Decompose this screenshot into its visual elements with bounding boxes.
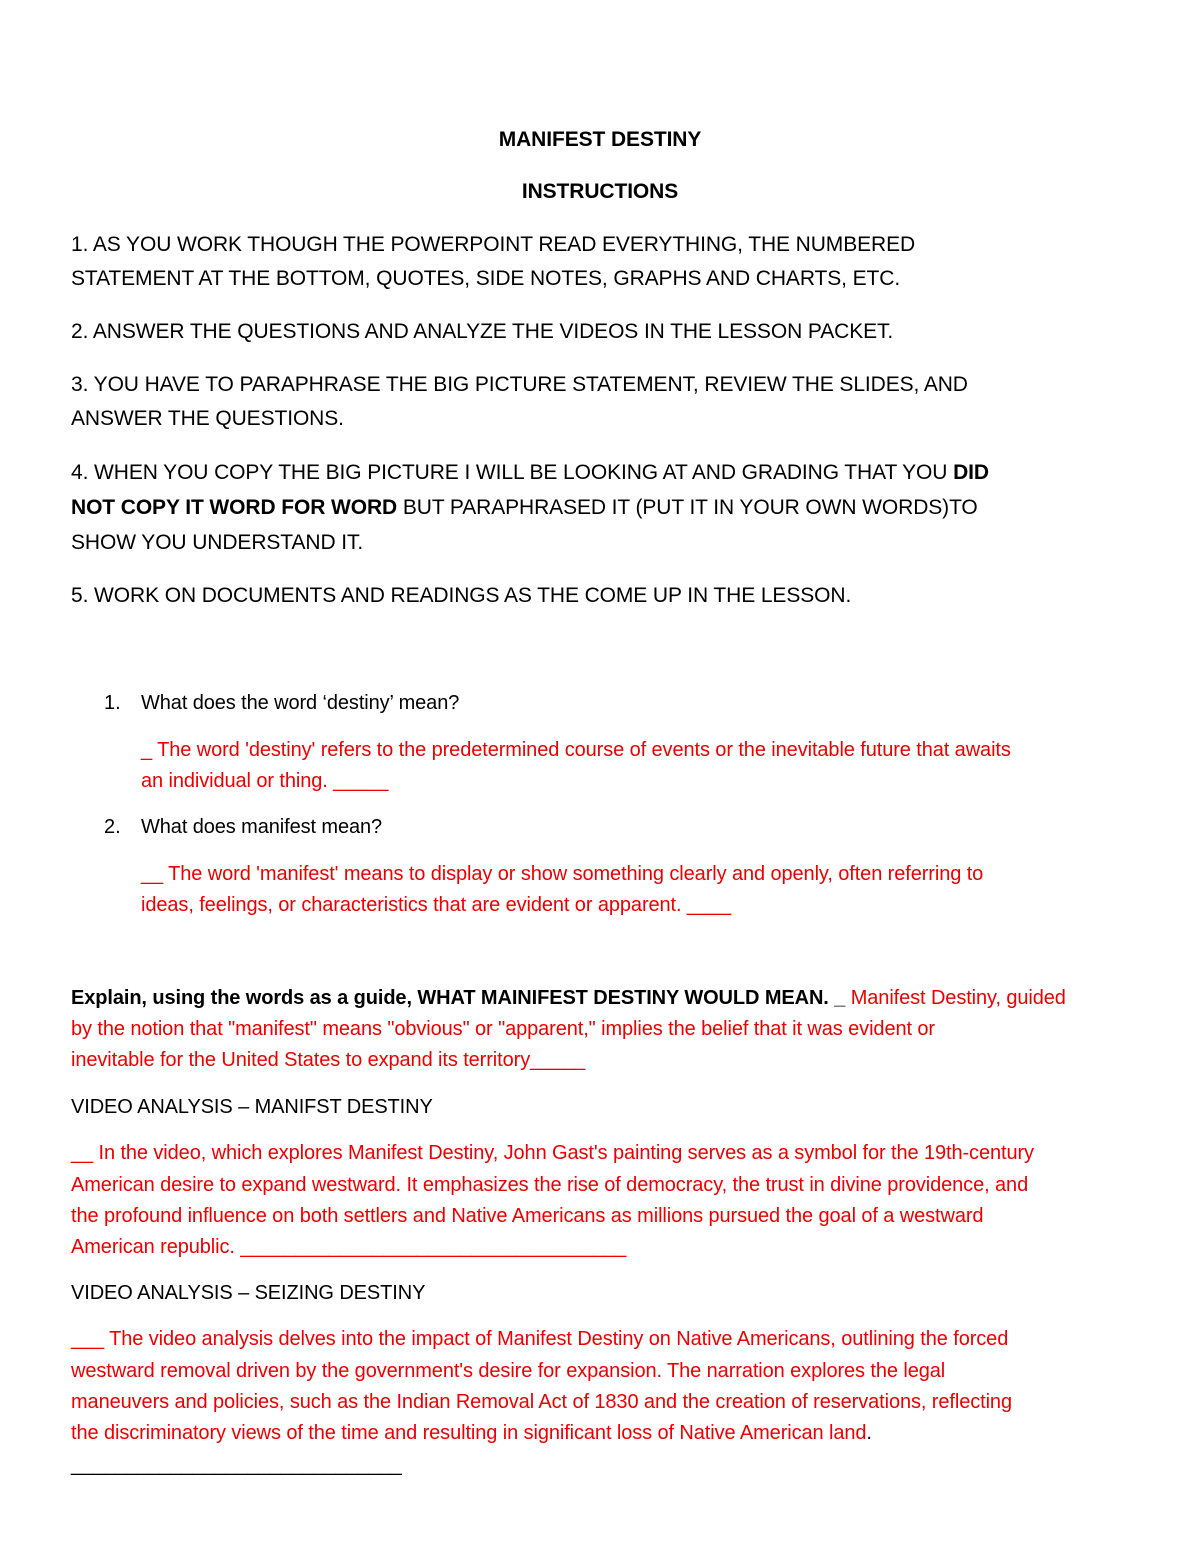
- video-1-line-2: American desire to expand westward. It emphasizes the rise of democracy, the trust in divine providence, and: [71, 1174, 1029, 1196]
- video-1-line-4: American republic. ___________________________________: [71, 1236, 627, 1258]
- explain-answer-line-2: by the notion that "manifest" means "obvious" or "apparent," implies the belief that it was evident or: [71, 1018, 935, 1040]
- video-2-line-5: ______________________________: [71, 1454, 402, 1476]
- instruction-5: 5. WORK ON DOCUMENTS AND READINGS AS THE COME UP IN THE LESSON.: [71, 584, 852, 607]
- video-2-line-4-period: .: [866, 1422, 872, 1444]
- question-2-answer-line-2: ideas, feelings, or characteristics that are evident or apparent. ____: [141, 894, 732, 916]
- video-2-line-4: [71, 1417, 872, 1449]
- question-2-number: 2.: [104, 816, 121, 838]
- explain-answer-start: Manifest Destiny, guided: [845, 987, 1066, 1009]
- explain-line-1: [71, 982, 1066, 1014]
- video-2-line-1: ___ The video analysis delves into the impact of Manifest Destiny on Native Americans, outlining the forced: [71, 1328, 1009, 1350]
- video-1-line-3: the profound influence on both settlers and Native Americans as millions pursued the goal of a westward: [71, 1205, 984, 1227]
- instruction-1-line-1: 1. AS YOU WORK THOUGH THE POWERPOINT READ EVERYTHING, THE NUMBERED: [71, 233, 916, 256]
- question-1-answer-line-2: an individual or thing. _____: [141, 770, 389, 792]
- video-2-line-4-text: the discriminatory views of the time and resulting in significant loss of Native American land: [71, 1422, 867, 1444]
- question-1-text: What does the word ‘destiny’ mean?: [141, 692, 460, 714]
- instruction-4-text-a: 4. WHEN YOU COPY THE BIG PICTURE I WILL BE LOOKING AT AND GRADING THAT YOU: [71, 461, 954, 484]
- question-2-text: What does manifest mean?: [141, 816, 383, 838]
- instruction-3-line-1: 3. YOU HAVE TO PARAPHRASE THE BIG PICTURE STATEMENT, REVIEW THE SLIDES, AND: [71, 373, 968, 396]
- question-2-answer-line-1: __ The word 'manifest' means to display or show something clearly and openly, often referring to: [141, 863, 984, 885]
- instruction-4-line-3: SHOW YOU UNDERSTAND IT.: [71, 531, 364, 554]
- explain-prompt: Explain, using the words as a guide, WHAT MAINIFEST DESTINY WOULD MEAN. _: [71, 987, 846, 1009]
- instruction-4-bold-a: DID: [953, 461, 989, 484]
- video-2-line-2: westward removal driven by the government's desire for expansion. The narration explores the legal: [71, 1360, 946, 1382]
- instruction-4-text-b: BUT PARAPHRASED IT (PUT IT IN YOUR OWN WORDS)TO: [397, 496, 978, 519]
- video-1-heading: VIDEO ANALYSIS – MANIFST DESTINY: [71, 1096, 433, 1118]
- instruction-4-line-1: [71, 457, 989, 489]
- page-title: MANIFEST DESTINY: [498, 128, 702, 151]
- instruction-2: 2. ANSWER THE QUESTIONS AND ANALYZE THE VIDEOS IN THE LESSON PACKET.: [71, 320, 894, 343]
- instruction-4-line-2: [71, 492, 978, 524]
- instruction-4-bold-b: NOT COPY IT WORD FOR WORD: [71, 496, 398, 519]
- explain-answer-line-3: inevitable for the United States to expand its territory_____: [71, 1049, 586, 1071]
- question-1-number: 1.: [104, 692, 121, 714]
- video-2-line-3: maneuvers and policies, such as the Indian Removal Act of 1830 and the creation of reservations, reflecting: [71, 1391, 1012, 1413]
- page-subtitle: INSTRUCTIONS: [521, 180, 679, 203]
- question-1-answer-line-1: _ The word 'destiny' refers to the predetermined course of events or the inevitable future that awaits: [141, 739, 1011, 761]
- instruction-3-line-2: ANSWER THE QUESTIONS.: [71, 407, 344, 430]
- instruction-1-line-2: STATEMENT AT THE BOTTOM, QUOTES, SIDE NOTES, GRAPHS AND CHARTS, ETC.: [71, 267, 901, 290]
- video-1-line-1: __ In the video, which explores Manifest Destiny, John Gast's painting serves as a symbol for the 19th-century: [71, 1142, 1034, 1164]
- video-2-heading: VIDEO ANALYSIS – SEIZING DESTINY: [71, 1282, 426, 1304]
